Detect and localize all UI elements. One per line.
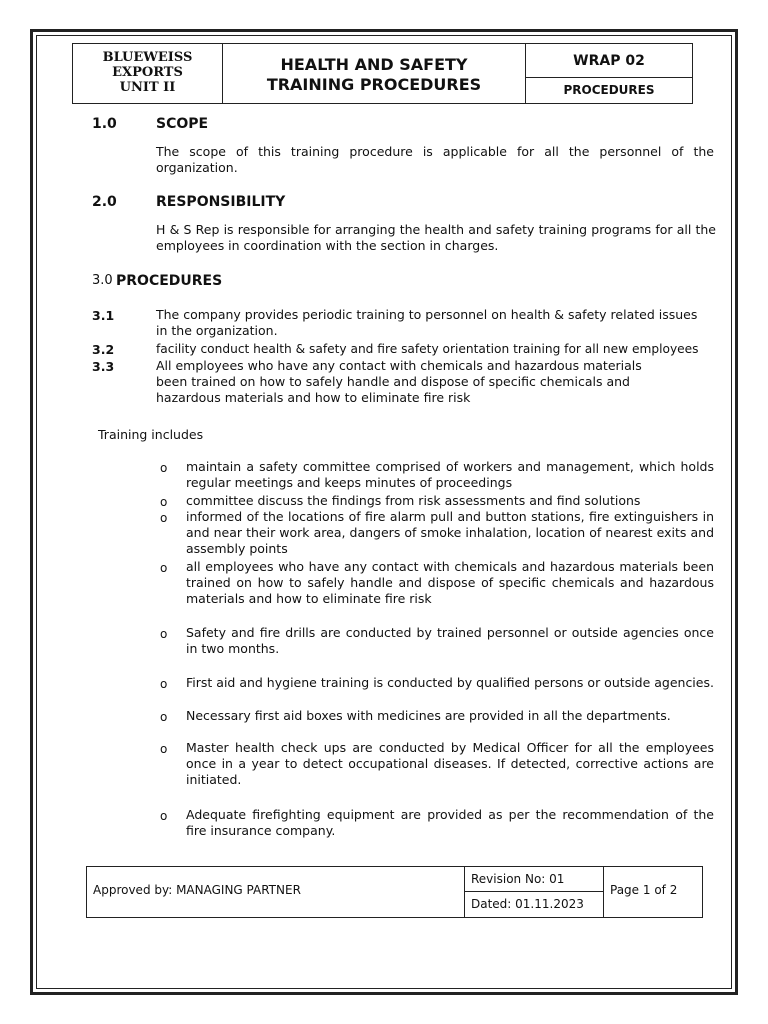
revision-number: Revision No: 01 bbox=[465, 867, 604, 892]
page-number: Page 1 of 2 bbox=[610, 883, 678, 897]
bullet-icon: o bbox=[160, 461, 168, 475]
scope-text: The scope of this training procedure is applicable for all the personnel of the organization. bbox=[156, 144, 714, 175]
bullet-icon: o bbox=[160, 627, 168, 641]
document-header bbox=[72, 43, 693, 104]
responsibility-text: H & S Rep is responsible for arranging the health and safety training programs for all the employees in coordination with the section in charges. bbox=[156, 222, 716, 253]
procedure-number: 3.3 bbox=[92, 359, 115, 374]
bullet-icon: o bbox=[160, 809, 168, 823]
training-item: Adequate firefighting equipment are provided as per the recommendation of the fire insurance company. bbox=[186, 807, 714, 838]
procedure-number: 3.1 bbox=[92, 308, 115, 323]
training-item: First aid and hygiene training is conducted by qualified persons or outside agencies. bbox=[186, 675, 714, 690]
training-item: Necessary first aid boxes with medicines are provided in all the departments. bbox=[186, 708, 671, 723]
bullet-icon: o bbox=[160, 511, 168, 525]
approved-by: Approved by: MANAGING PARTNER bbox=[87, 867, 465, 917]
procedure-text: All employees who have any contact with chemicals and hazardous materials been trained on how to safely handle and dispose of specific chemicals and hazardous materials and how to eliminate fire risk bbox=[156, 358, 642, 405]
procedure-text: facility conduct health & safety and fire safety orientation training for all new employees bbox=[156, 342, 699, 356]
bullet-icon: o bbox=[160, 677, 168, 691]
document-type: PROCEDURES bbox=[563, 83, 655, 97]
section-title-scope: SCOPE bbox=[156, 116, 209, 132]
company-name: BLUEWEISS EXPORTS UNIT II bbox=[73, 44, 223, 103]
bullet-icon: o bbox=[160, 710, 168, 724]
document-title: HEALTH AND SAFETY TRAINING PROCEDURES bbox=[223, 44, 526, 103]
bullet-icon: o bbox=[160, 561, 168, 575]
training-item: Master health check ups are conducted by Medical Officer for all the employees once in a year to detect occupational diseases. If detected, corrective actions are initiated. bbox=[186, 740, 714, 787]
training-heading: Training includes bbox=[98, 427, 204, 442]
section-number-responsibility: 2.0 bbox=[92, 194, 117, 210]
section-number-procedures: 3.0 bbox=[92, 273, 113, 288]
bullet-icon: o bbox=[160, 495, 168, 509]
document-code: WRAP 02 bbox=[526, 44, 692, 78]
bullet-icon: o bbox=[160, 742, 168, 756]
procedure-text: The company provides periodic training to personnel on health & safety related issues in the organization. bbox=[156, 307, 698, 338]
revision-date: Dated: 01.11.2023 bbox=[465, 892, 604, 917]
approval-footer bbox=[86, 866, 703, 918]
section-title-procedures: PROCEDURES bbox=[116, 273, 223, 289]
training-item: informed of the locations of fire alarm pull and button stations, fire extinguishers in and near their work area, dangers of smoke inhalation, location of nearest exits and assembly points bbox=[186, 509, 714, 556]
section-title-responsibility: RESPONSIBILITY bbox=[156, 194, 286, 210]
training-item: committee discuss the findings from risk assessments and find solutions bbox=[186, 493, 641, 508]
procedure-number: 3.2 bbox=[92, 342, 115, 357]
section-number-scope: 1.0 bbox=[92, 116, 117, 132]
training-item: maintain a safety committee comprised of workers and management, which holds regular meetings and keeps minutes of proceedings bbox=[186, 459, 714, 490]
training-item: all employees who have any contact with chemicals and hazardous materials been trained on how to safely handle and dispose of specific chemicals and hazardous materials and how to eliminate fire risk bbox=[186, 559, 714, 606]
training-item: Safety and fire drills are conducted by trained personnel or outside agencies once in two months. bbox=[186, 625, 714, 656]
